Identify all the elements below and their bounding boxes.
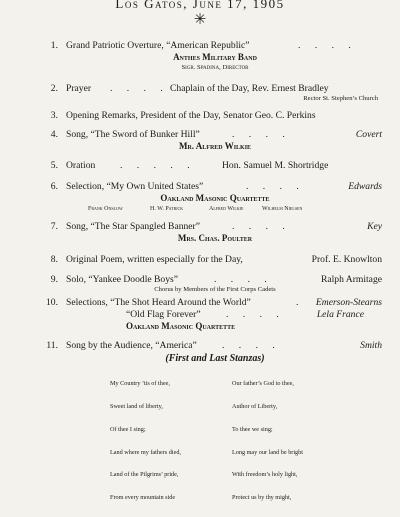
- item-title: Song by the Audience, “America”: [66, 340, 197, 351]
- item-title: Selections, “The Shot Heard Around the World”: [66, 297, 251, 308]
- item-dots: . . . . .: [120, 160, 196, 171]
- item-title: Prayer: [66, 83, 92, 94]
- item-performer: Anthes Military Band: [173, 52, 257, 62]
- item-number: 6.: [50, 181, 58, 192]
- stanza-heading: (First and Last Stanzas): [165, 353, 265, 364]
- item-number: 11.: [46, 340, 58, 351]
- lyric-line: Protect us by thy might,: [232, 494, 292, 502]
- item-title: Grand Patriotic Overture, “American Republic”: [66, 40, 250, 51]
- item-performer: Chaplain of the Day, Rev. Ernest Bradley: [170, 83, 329, 94]
- member-name: Alfred Wilkie: [209, 206, 244, 212]
- item-title: Oration: [66, 160, 96, 171]
- item-performer: Mr. Alfred Wilkie: [178, 141, 252, 151]
- item-number: 2.: [50, 83, 58, 94]
- item-performer-note: Sigr. Spadina, Director: [181, 64, 249, 71]
- item-number: 9.: [50, 274, 58, 285]
- item-dots-2: . . . .: [226, 309, 285, 320]
- item-performer: Oakland Masonic Quartette: [160, 193, 270, 203]
- item-performer: Ralph Armitage: [320, 274, 382, 285]
- lyrics-left-column: [110, 365, 181, 517]
- lyric-line: Sweet land of liberty,: [110, 402, 163, 410]
- lyric-line: Author of Liberty,: [232, 402, 278, 410]
- lyric-line: To thee we sing;: [232, 425, 273, 433]
- item-performer: Hon. Samuel M. Shortridge: [222, 160, 329, 171]
- lyric-line: From every mountain side: [110, 494, 176, 502]
- item-number: 7.: [50, 221, 58, 232]
- lyrics-right-column: [232, 365, 303, 517]
- item-composer: Key: [367, 221, 382, 232]
- item-number: 8.: [50, 254, 58, 265]
- item-dots: . . . .: [298, 40, 357, 51]
- item-performer-note: Chorus by Members of the First Corps Cadets: [154, 286, 276, 293]
- item-title: Selection, “My Own United States”: [66, 181, 204, 192]
- item-dots: . . . .: [222, 340, 281, 351]
- lyric-line: My Country ’tis of thee,: [110, 380, 170, 388]
- item-title: Song, “The Star Spangled Banner”: [66, 221, 201, 232]
- member-name: Frank Onslow: [88, 206, 123, 212]
- lyric-line: Land where my fathers died,: [110, 448, 181, 456]
- item-number: 4.: [50, 129, 58, 140]
- item-number: 10.: [46, 297, 58, 308]
- item-dots: . . . .: [232, 221, 291, 232]
- item-composer: Emerson-Stearns: [315, 297, 382, 308]
- item-title: Solo, “Yankee Doodle Boys”: [66, 274, 179, 285]
- item-number: 1.: [50, 40, 58, 51]
- item-dots: . . . .: [232, 129, 291, 140]
- lyric-line: Long may our land be bright: [232, 448, 303, 456]
- lyric-line: Our father’s God to thee,: [232, 380, 294, 388]
- item-dots: . . . .: [110, 83, 169, 94]
- item-title: Original Poem, written especially for the Day,: [66, 254, 243, 265]
- item-dots: . . . .: [246, 181, 305, 192]
- item-composer: Edwards: [348, 181, 382, 192]
- item-composer: Covert: [355, 129, 382, 140]
- item-composer: Smith: [360, 340, 382, 351]
- item-title: Opening Remarks, President of the Day, Senator Geo. C. Perkins: [66, 110, 316, 121]
- item-title-2: “Old Flag Forever”: [126, 309, 201, 320]
- item-number: 5.: [50, 160, 58, 171]
- lyric-line: Land of the Pilgrims’ pride,: [110, 471, 179, 479]
- item-performer-note: Rector St. Stephen’s Church: [303, 95, 378, 102]
- lyric-line: With freedom’s holy light,: [232, 471, 298, 479]
- item-performer: Mrs. Chas. Poulter: [177, 233, 253, 243]
- asterisk-ornament-icon: ✳: [193, 12, 207, 28]
- item-performer: Prof. E. Knowlton: [311, 254, 382, 265]
- item-number: 3.: [50, 110, 58, 121]
- lyric-line: Of thee I sing;: [110, 425, 146, 433]
- item-dots: .: [296, 297, 299, 308]
- item-dots: . . . .: [214, 274, 273, 285]
- item-title: Song, “The Sword of Bunker Hill”: [66, 129, 200, 140]
- item-performer: Oakland Masonic Quartette: [126, 321, 236, 331]
- member-name: H. W. Patrick: [150, 206, 184, 212]
- program-header: Los Gatos, June 17, 1905: [115, 0, 285, 11]
- member-name: Wilhelm Nielsen: [262, 206, 303, 212]
- item-composer-2: Lela France: [316, 309, 364, 320]
